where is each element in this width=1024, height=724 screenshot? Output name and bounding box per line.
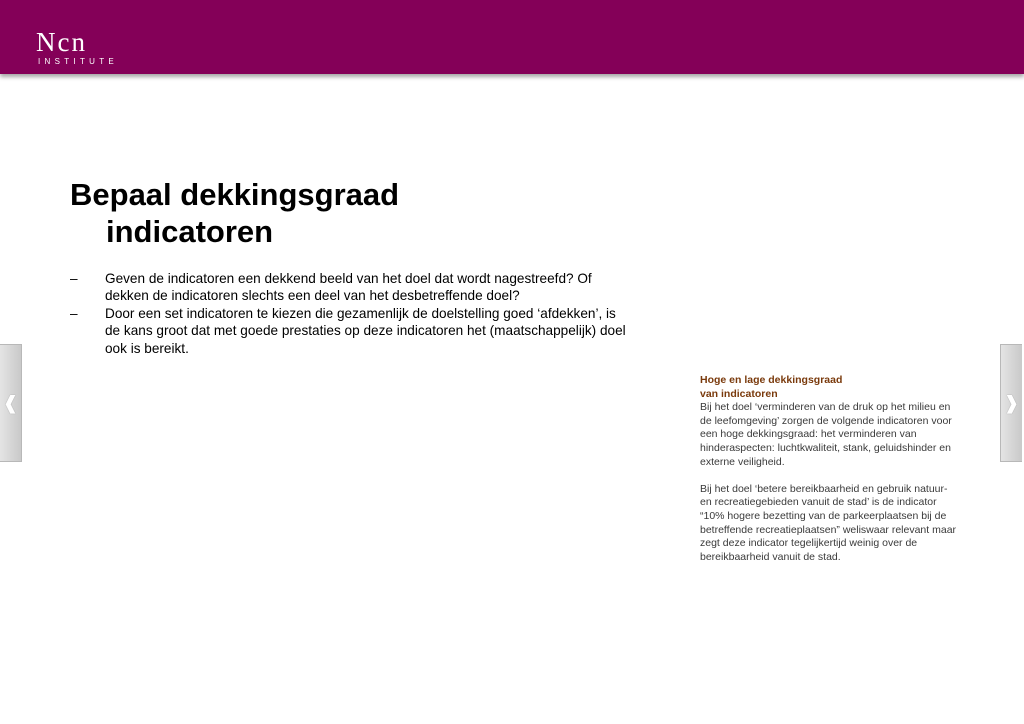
nicis-institute-logo bbox=[36, 28, 136, 70]
page-title: Bepaal dekkingsgraad indicatoren bbox=[70, 177, 400, 249]
side-note-paragraph: Bij het doel ‘betere bereikbaarheid en gebruik natuur- en recreatiegebieden vanuit de stad’ is de indicator “10% hogere bezetting van de parkeerplaatsen bij de betreffende recreatieplaatsen” weliswaar relevant maar zegt deze indicator tegelijkertijd weinig over de bereikbaarheid vanuit de stad. bbox=[700, 482, 957, 563]
side-note-paragraph: Bij het doel ‘verminderen van de druk op het milieu en de leefomgeving’ zorgen de volgende indicatoren voor een hoge dekkingsgraad: het verminderen van hinderaspecten: luchtkwaliteit, stank, geluidshinder en externe veiligheid. bbox=[700, 401, 952, 468]
bullet-dash: – bbox=[70, 305, 78, 321]
previous-slide-button[interactable] bbox=[0, 344, 22, 462]
side-note-heading-line2: van indicatoren bbox=[700, 387, 778, 400]
bullet-dash: – bbox=[70, 271, 78, 286]
bullet-item bbox=[70, 270, 630, 305]
side-note-heading bbox=[700, 374, 962, 401]
logo-mark: Ncn bbox=[36, 27, 87, 57]
bullet-text: Geven de indicatoren een dekkend beeld van het doel dat wordt nagestreefd? Of dekken de indicatoren slechts een deel van het desbetreffende doel? bbox=[105, 271, 592, 304]
chevron-left-icon: ❰ bbox=[2, 392, 19, 413]
bullet-text: Door een set indicatoren te kiezen die gezamenlijk de doelstelling goed ‘afdekken’, is de kans groot dat met goede prestaties op deze indicatoren het (maatschappelijk) doel ook is bereikt. bbox=[105, 305, 626, 356]
bullet-item bbox=[70, 305, 630, 357]
side-note-heading-line1: Hoge en lage dekkingsgraad bbox=[700, 374, 843, 386]
paragraph-spacer bbox=[700, 469, 962, 483]
chevron-right-icon: ❱ bbox=[1003, 392, 1020, 413]
header-bar bbox=[0, 0, 1024, 74]
bullet-list bbox=[70, 270, 630, 357]
next-slide-button[interactable] bbox=[1000, 344, 1022, 462]
logo-subtitle: INSTITUTE bbox=[38, 57, 119, 66]
side-note bbox=[700, 374, 962, 564]
